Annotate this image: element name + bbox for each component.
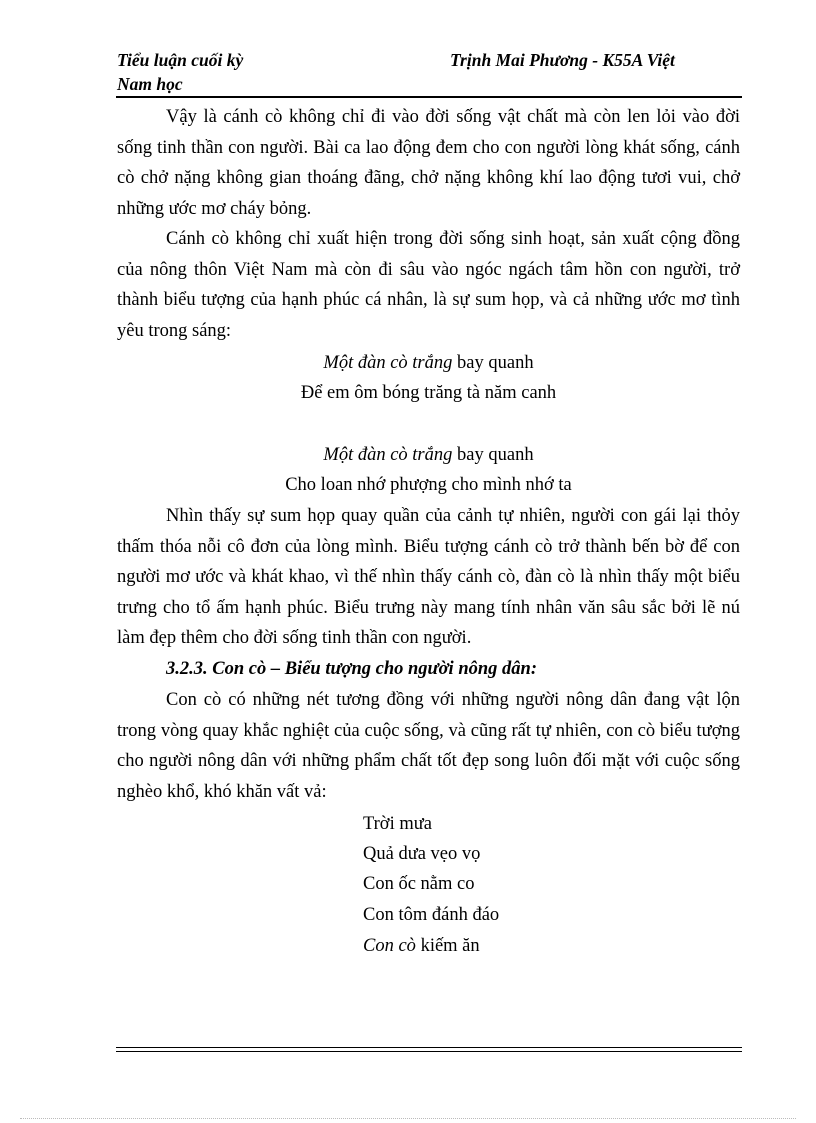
verse1-line2: Để em ôm bóng trăng tà năm canh [300,383,557,403]
verse1-line1-italic: Một đàn cò trắng [323,353,453,373]
header-course-title-cont: Nam học [117,74,183,94]
verse2-line5 [363,931,480,961]
verse1-line3 [117,440,740,470]
header-author: Trịnh Mai Phương - K55A Việt [450,50,675,70]
verse2-line3: Con ốc nằm co [363,874,475,894]
verse2-line5-rest: kiếm ăn [415,936,480,956]
verse2-line2: Quả dưa vẹo vọ [363,844,481,864]
footer-rule [116,1047,742,1052]
verse1-line3-rest: bay quanh [452,445,534,465]
section-heading: 3.2.3. Con cò – Biểu tượng cho người nông dân: [166,659,537,679]
verse2-line4: Con tôm đánh đáo [363,905,500,925]
page-edge-dotted-line [20,1118,796,1119]
paragraph-4: Con cò có những nét tương đồng với những người nông dân đang vật lộn trong vòng quay khắc nghiệt của cuộc sống, và cũng rất tự nhiên, con cò biểu tượng cho người nông dân với những phẩm chất tốt đẹp song luôn đối mặt với cuộc sống nghèo khổ, khó khăn vất vả: [117,690,740,802]
paragraph-2: Cánh cò không chỉ xuất hiện trong đời sống sinh hoạt, sản xuất cộng đồng của nông thôn Việt Nam mà còn đi sâu vào ngóc ngách tâm hồn con người, trở thành biểu tượng của hạnh phúc cá nhân, là sự sum họp, và cả những ước mơ tình yêu trong sáng: [117,229,740,341]
verse2-line5-italic: Con cò [363,936,416,956]
header-rule [116,96,742,98]
header-course-title: Tiểu luận cuối kỳ [117,50,244,70]
verse1-line1 [117,348,740,378]
page-header [117,48,741,98]
verse1-line4: Cho loan nhớ phượng cho mình nhớ ta [285,475,572,495]
verse2-line1: Trời mưa [363,814,432,834]
verse1-line1-rest: bay quanh [452,353,534,373]
verse1-line3-italic: Một đàn cò trắng [323,445,453,465]
paragraph-3: Nhìn thấy sự sum họp quay quần của cảnh tự nhiên, người con gái lại thỏy thấm thóa nỗi cô đơn của lòng mình. Biểu tượng cánh cò trở thành bến bờ để con người mơ ước và khát khao, vì thế nhìn thấy cánh cò, đàn cò là nhìn thấy một biểu trưng cho tổ ấm hạnh phúc. Biểu trưng này mang tính nhân văn sâu sắc bởi lẽ nú làm đẹp thêm cho đời sống tinh thần con người. [117,506,740,648]
paragraph-1: Vậy là cánh cò không chỉ đi vào đời sống vật chất mà còn len lỏi vào đời sống tinh thần con người. Bài ca lao động đem cho con người lòng khát sống, cánh cò chở nặng không gian thoáng đãng, chở nặng không khí lao động tươi vui, chở những ước mơ cháy bỏng. [117,107,740,219]
